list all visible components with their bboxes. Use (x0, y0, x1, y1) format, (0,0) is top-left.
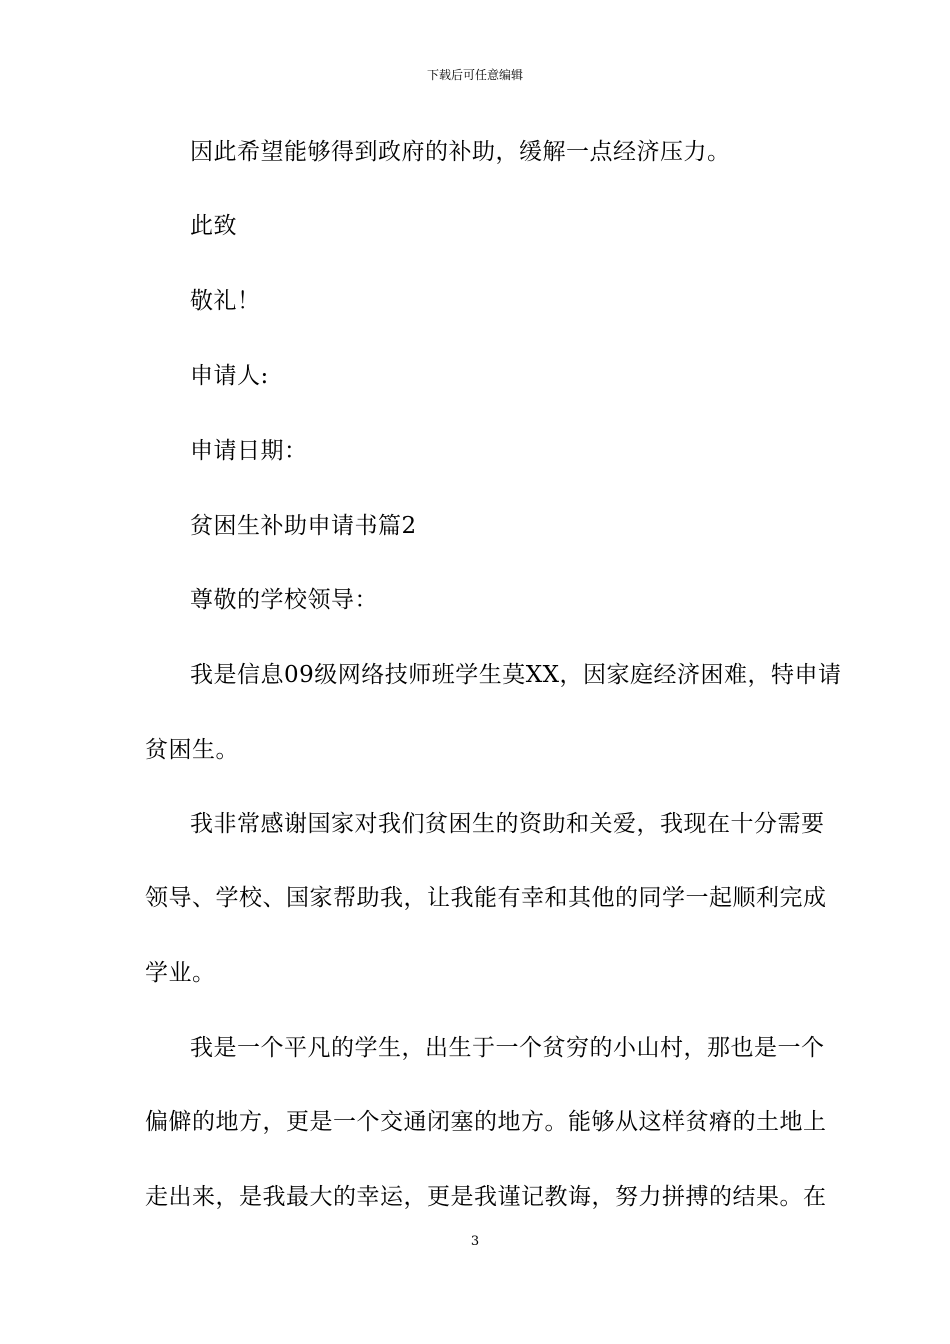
applicant-label: 申请人: (190, 363, 269, 389)
body-line: 领导、学校、国家帮助我，让我能有幸和其他的同学一起顺利完成 (145, 885, 827, 911)
body-line: 走出来，是我最大的幸运，更是我谨记教诲，努力拼搏的结果。在 (145, 1184, 827, 1210)
page-number: 3 (470, 1234, 480, 1249)
body-line: 我非常感谢国家对我们贫困生的资助和关爱，我现在十分需要 (190, 811, 825, 837)
body-line: 我是一个平凡的学生，出生于一个贫穷的小山村，那也是一个 (190, 1035, 825, 1061)
body-line: 因此希望能够得到政府的补助，缓解一点经济压力。 (190, 139, 731, 165)
application-date-label: 申请日期： (190, 438, 308, 464)
salutation-line: 敬礼！ (190, 288, 261, 314)
body-line: 贫困生。 (145, 737, 239, 763)
body-line: 学业。 (145, 960, 216, 986)
section-title: 贫困生补助申请书篇2 (190, 513, 417, 539)
greeting-line: 尊敬的学校领导： (190, 587, 378, 613)
page-header: 下载后可任意编辑 (426, 68, 523, 82)
body-line: 我是信息09级网络技师班学生莫XX，因家庭经济困难，特申请 (190, 662, 842, 688)
body-line: 偏僻的地方，更是一个交通闭塞的地方。能够从这样贫瘠的土地上 (145, 1109, 827, 1135)
closing-line: 此致 (190, 213, 237, 239)
